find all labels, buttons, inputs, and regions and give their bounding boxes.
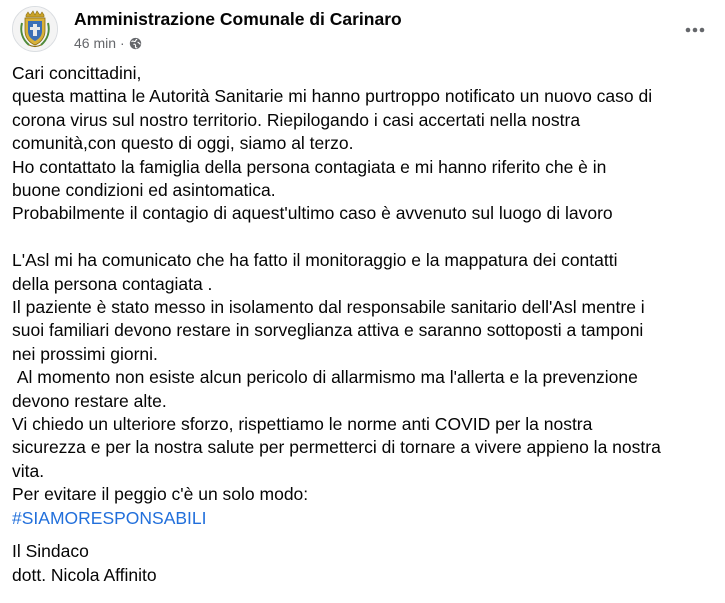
post-line: vita. [12, 460, 45, 481]
post-line: nei prossimi giorni. [12, 343, 158, 364]
post-line: corona virus sul nostro territorio. Riepilogando i casi accertati nella nostra [12, 109, 581, 130]
paragraph-gap [12, 530, 712, 540]
post-line: L'Asl mi ha comunicato che ha fatto il monitoraggio e la mappatura dei contatti [12, 250, 618, 271]
post-line: questa mattina le Autorità Sanitarie mi hanno purtroppo notificato un nuovo caso di [12, 86, 653, 107]
post-line: devono restare alte. [12, 390, 167, 411]
meta-separator: · [120, 35, 125, 51]
post-line: Ho contattato la famiglia della persona contagiata e mi hanno riferito che è in [12, 156, 607, 177]
post-timestamp[interactable]: 46 min [74, 35, 117, 51]
municipal-crest-icon [13, 7, 57, 51]
page-avatar[interactable] [12, 6, 58, 52]
post-text [12, 62, 712, 587]
hashtag-link[interactable]: #SIAMORESPONSABILI [12, 507, 207, 528]
post-line: comunità,con questo di oggi, siamo al terzo. [12, 133, 354, 154]
post-line: Vi chiedo un ulteriore sforzo, rispettiamo le norme anti COVID per la nostra [12, 414, 593, 435]
post-line: Per evitare il peggio c'è un solo modo: [12, 484, 309, 505]
post-meta [74, 35, 142, 51]
page-name-link[interactable]: Amministrazione Comunale di Carinaro [74, 9, 402, 29]
post-line: sicurezza e per la nostra salute per permetterci di tornare a vivere appieno la nostra [12, 437, 661, 458]
post-line: Probabilmente il contagio di aquest'ultimo caso è avvenuto sul luogo di lavoro [12, 203, 613, 224]
paragraph-gap [12, 226, 712, 249]
post-line: Al momento non esiste alcun pericolo di allarmismo ma l'allerta e la prevenzione [12, 367, 638, 388]
post-line: suoi familiari devono restare in sorveglianza attiva e saranno sottoposti a tamponi [12, 320, 644, 341]
more-options-icon [685, 27, 705, 33]
post-header [12, 6, 713, 58]
post-line: buone condizioni ed asintomatica. [12, 180, 276, 201]
globe-icon[interactable] [129, 37, 142, 50]
signature-name: dott. Nicola Affinito [12, 564, 157, 585]
post-greeting: Cari concittadini, [12, 63, 142, 83]
post-line: della persona contagiata . [12, 273, 213, 294]
signature-title: Il Sindaco [12, 541, 89, 562]
more-options-button[interactable] [677, 12, 713, 48]
post-line: Il paziente è stato messo in isolamento dal responsabile sanitario dell'Asl mentre i [12, 297, 645, 318]
